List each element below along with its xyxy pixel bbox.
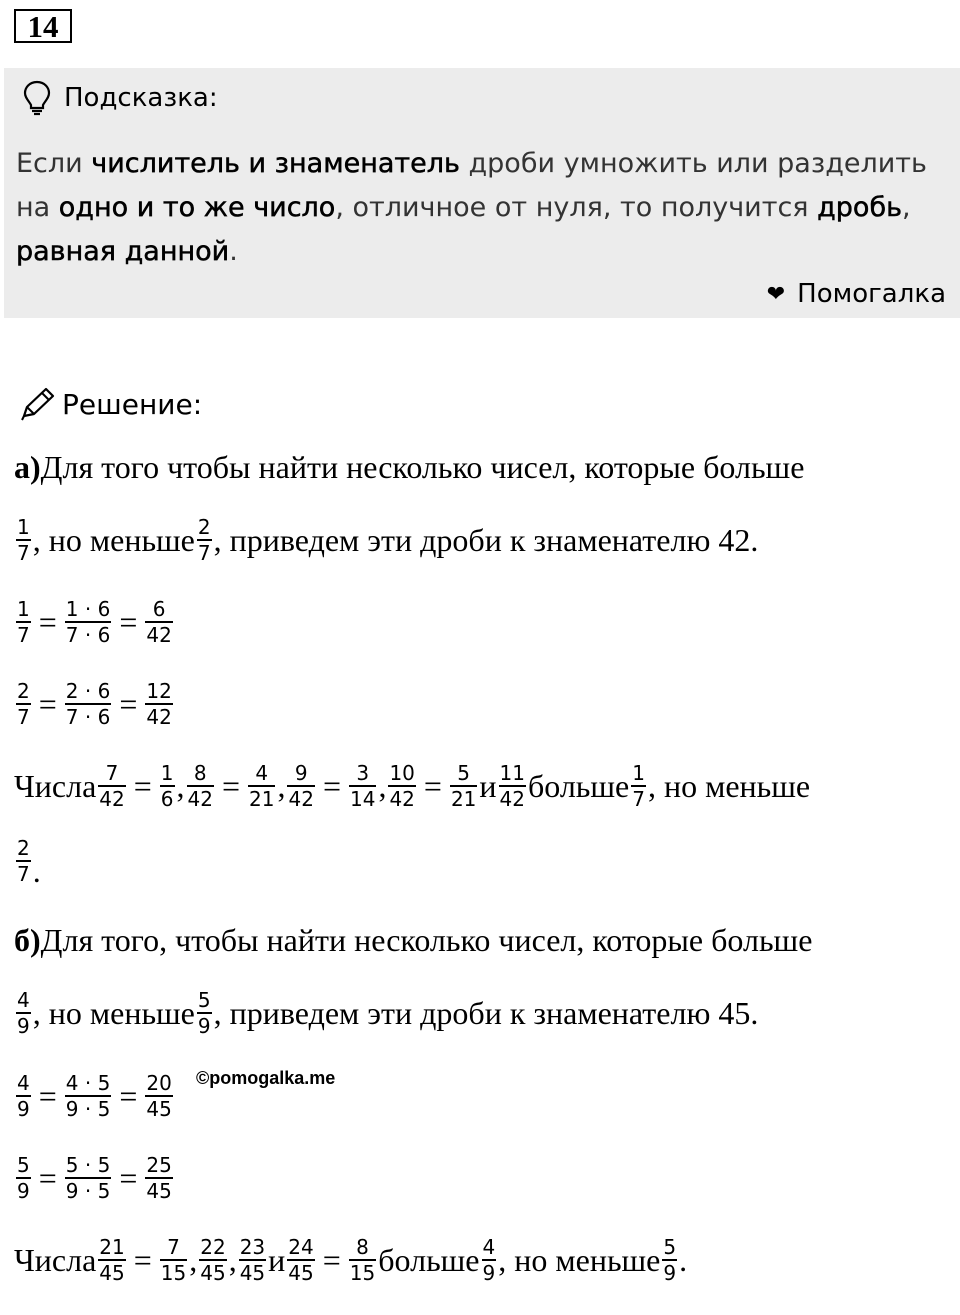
answer-a: Числа $\frac{7}{42}$ = $\frac{1}{6}$ , $\frac{8}{42}$ = $\frac{4}{21}$ , $\frac{9}{42}$ = $\frac{3}{14}$ , $\frac{10}{42}$ = $\frac{5}{21}$ и $\frac{11}{42}$ больше $\frac{1}{7}$ , но меньше (14, 761, 811, 811)
fraction: $\frac{1}{7}$ (17, 515, 30, 565)
solution-header (18, 382, 202, 426)
hint-box (4, 68, 960, 318)
copyright-watermark: ©pomogalka.me (196, 1068, 336, 1088)
part-a-line-1: а) Для того чтобы найти несколько чисел, которые больше (14, 448, 805, 485)
answer-b: Числа $\frac{21}{45}$ = $\frac{7}{15}$ , $\frac{22}{45}$ , $\frac{23}{45}$ и $\frac{24}{45}$ = $\frac{8}{15}$ больше $\frac{4}{9}$ , но меньше $\frac{5}{9}$ . (14, 1235, 688, 1285)
hint-title: Подсказка: (64, 83, 218, 113)
equation-a-1: $\frac{1}{7}$ = $\frac{1 \cdot 6}{7 \cdot 6}$ = $\frac{6}{42}$ (17, 597, 172, 647)
part-b-line-2: $\frac{4}{9}$ , но меньше $\frac{5}{9}$ , приведем эти дроби к знаменателю 45. (17, 988, 759, 1038)
solution-title: Решение: (62, 387, 203, 421)
hint-text: Если числитель и знаменатель дроби умножить или разделить на одно и то же число, отличное от нуля, то получится дробь, равная данной. (16, 148, 927, 267)
lightbulb-icon (22, 80, 52, 116)
fraction: $\frac{5}{9}$ (197, 988, 211, 1038)
brand-signature (767, 274, 946, 314)
answer-a-tail: $\frac{2}{7}$ . (17, 836, 41, 889)
fraction: $\frac{2}{7}$ (197, 515, 211, 565)
brand-name: Помогалка (797, 279, 946, 309)
pencil-icon (18, 386, 56, 422)
task-number: 14 (14, 9, 72, 43)
hint-header (22, 78, 218, 118)
equation-b-1: $\frac{4}{9}$ = $\frac{4 \cdot 5}{9 \cdot 5}$ = $\frac{20}{45}$ (17, 1071, 172, 1121)
heart-icon: ❤ (766, 281, 786, 307)
equation-a-2: $\frac{2}{7}$ = $\frac{2 \cdot 6}{7 \cdot 6}$ = $\frac{12}{42}$ (17, 679, 172, 729)
part-a-line-2: $\frac{1}{7}$ , но меньше $\frac{2}{7}$ , приведем эти дроби к знаменателю 42. (17, 515, 759, 565)
equation-b-2: $\frac{5}{9}$ = $\frac{5 \cdot 5}{9 \cdot 5}$ = $\frac{25}{45}$ (17, 1153, 172, 1203)
part-b-line-1: б) Для того, чтобы найти несколько чисел, которые больше (14, 921, 813, 958)
fraction: $\frac{4}{9}$ (17, 988, 30, 1038)
